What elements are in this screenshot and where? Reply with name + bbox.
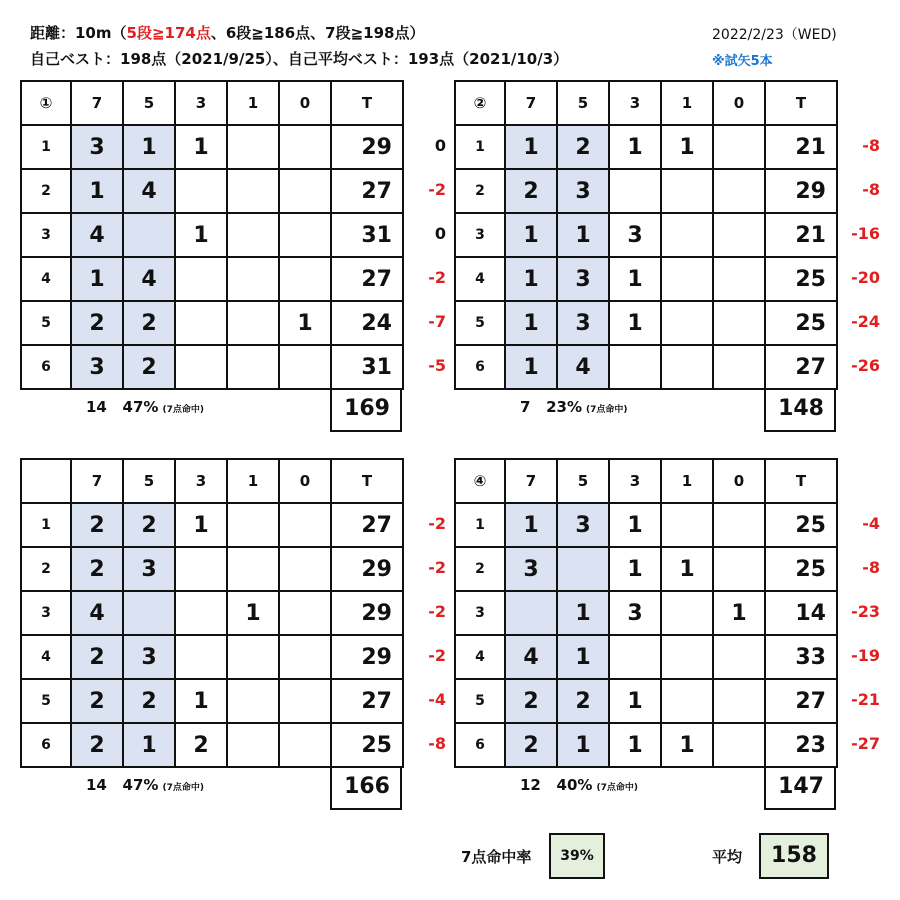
column-header-t: T [765, 459, 837, 503]
count-3: 1 [175, 213, 227, 257]
count-1: 1 [661, 723, 713, 767]
end-row [455, 679, 837, 723]
round-total: 169 [330, 388, 402, 432]
seven-hit-count: 14 [86, 398, 107, 416]
score-difference: -7 [428, 312, 446, 331]
count-7: 2 [505, 679, 557, 723]
count-5: 3 [123, 547, 175, 591]
rate-note: (7点命中) [586, 405, 628, 415]
end-number: 2 [455, 547, 505, 591]
count-5: 2 [123, 345, 175, 389]
end-total: 27 [765, 679, 837, 723]
seven-hit-count: 12 [520, 776, 541, 794]
column-header-5: 5 [123, 81, 175, 125]
count-3: 2 [175, 723, 227, 767]
count-7: 1 [505, 301, 557, 345]
count-5 [557, 547, 609, 591]
end-row [21, 301, 403, 345]
score-table [20, 80, 404, 390]
column-header-7: 7 [71, 81, 123, 125]
count-5: 2 [557, 125, 609, 169]
end-total: 25 [765, 301, 837, 345]
count-0 [279, 591, 331, 635]
count-7 [505, 591, 557, 635]
column-header-7: 7 [71, 459, 123, 503]
count-1 [661, 213, 713, 257]
count-0 [713, 257, 765, 301]
end-row [455, 503, 837, 547]
hit-rate-label: 7点命中率 [461, 848, 532, 866]
score-difference: -27 [851, 734, 880, 753]
count-0 [279, 635, 331, 679]
end-number: 2 [455, 169, 505, 213]
score-difference: -5 [428, 356, 446, 375]
score-difference: 0 [434, 224, 446, 243]
end-row [455, 213, 837, 257]
count-5: 1 [557, 723, 609, 767]
seven-hit-rate: 47% [122, 776, 159, 794]
end-row [455, 301, 837, 345]
count-1 [661, 301, 713, 345]
count-5: 4 [557, 345, 609, 389]
count-5: 1 [557, 591, 609, 635]
count-5: 3 [557, 503, 609, 547]
end-number: 6 [455, 345, 505, 389]
end-total: 25 [331, 723, 403, 767]
column-header-0: 0 [713, 81, 765, 125]
column-header-0: 0 [713, 459, 765, 503]
count-0 [279, 345, 331, 389]
end-row [21, 213, 403, 257]
score-difference: -8 [862, 558, 880, 577]
count-1: 1 [661, 125, 713, 169]
count-5: 1 [557, 213, 609, 257]
column-header-1: 1 [227, 81, 279, 125]
column-header-5: 5 [123, 459, 175, 503]
count-1 [661, 169, 713, 213]
end-row [21, 257, 403, 301]
count-7: 4 [71, 213, 123, 257]
end-total: 27 [765, 345, 837, 389]
end-number: 4 [21, 257, 71, 301]
end-row [21, 503, 403, 547]
end-number: 1 [21, 125, 71, 169]
count-0 [713, 723, 765, 767]
count-5: 3 [557, 169, 609, 213]
score-table [454, 458, 838, 768]
count-1 [661, 503, 713, 547]
count-7: 3 [505, 547, 557, 591]
end-row [455, 723, 837, 767]
count-1 [227, 635, 279, 679]
column-header-1: 1 [661, 81, 713, 125]
hit-rate-value: 39% [549, 833, 605, 879]
score-difference: -2 [428, 602, 446, 621]
end-number: 6 [21, 723, 71, 767]
count-5: 2 [123, 301, 175, 345]
score-difference: -23 [851, 602, 880, 621]
column-header-3: 3 [609, 81, 661, 125]
count-3: 1 [175, 503, 227, 547]
score-difference: -2 [428, 514, 446, 533]
score-difference: -16 [851, 224, 880, 243]
count-3: 3 [609, 213, 661, 257]
personal-best-line: 自己ベスト：198点（2021/9/25）、自己平均ベスト：193点（2021/10/3） [30, 50, 569, 68]
count-1 [227, 125, 279, 169]
end-number: 1 [21, 503, 71, 547]
end-number: 2 [21, 169, 71, 213]
end-number: 6 [455, 723, 505, 767]
count-7: 3 [71, 125, 123, 169]
column-header-5: 5 [557, 459, 609, 503]
count-5: 1 [557, 635, 609, 679]
end-total: 31 [331, 345, 403, 389]
column-header-7: 7 [505, 81, 557, 125]
count-0 [713, 503, 765, 547]
count-3: 1 [175, 679, 227, 723]
count-1: 1 [661, 547, 713, 591]
score-difference: -24 [851, 312, 880, 331]
score-difference: -8 [862, 136, 880, 155]
count-3: 1 [609, 301, 661, 345]
end-row [21, 723, 403, 767]
count-7: 2 [505, 169, 557, 213]
column-header-5: 5 [557, 81, 609, 125]
count-7: 1 [505, 345, 557, 389]
end-total: 23 [765, 723, 837, 767]
column-header-7: 7 [505, 459, 557, 503]
count-7: 2 [71, 635, 123, 679]
count-1 [227, 169, 279, 213]
session-date: 2022/2/23（WED) [712, 27, 837, 43]
column-header-0: 0 [279, 459, 331, 503]
end-total: 25 [765, 257, 837, 301]
count-5: 3 [557, 257, 609, 301]
end-number: 3 [455, 213, 505, 257]
distance-header [30, 22, 424, 43]
count-5: 3 [557, 301, 609, 345]
round-total: 147 [764, 766, 836, 810]
count-1 [661, 345, 713, 389]
end-row [455, 257, 837, 301]
count-7: 3 [71, 345, 123, 389]
score-difference: -26 [851, 356, 880, 375]
count-1 [227, 679, 279, 723]
round-total: 166 [330, 766, 402, 810]
score-difference: -2 [428, 558, 446, 577]
count-1 [661, 679, 713, 723]
count-5: 3 [123, 635, 175, 679]
count-7: 2 [71, 723, 123, 767]
count-7: 1 [505, 125, 557, 169]
count-1 [227, 503, 279, 547]
end-number: 2 [21, 547, 71, 591]
count-1 [661, 257, 713, 301]
column-header-t: T [765, 81, 837, 125]
count-3: 1 [609, 125, 661, 169]
count-7: 2 [71, 301, 123, 345]
average-label: 平均 [712, 848, 743, 866]
end-number: 4 [455, 257, 505, 301]
count-5: 4 [123, 169, 175, 213]
score-difference: -2 [428, 268, 446, 287]
count-1 [227, 345, 279, 389]
count-0 [713, 547, 765, 591]
score-difference: -19 [851, 646, 880, 665]
count-1 [227, 301, 279, 345]
rate-note: (7点命中) [596, 783, 638, 793]
count-0 [713, 125, 765, 169]
end-total: 33 [765, 635, 837, 679]
end-total: 21 [765, 125, 837, 169]
column-header-t: T [331, 459, 403, 503]
count-0 [713, 635, 765, 679]
score-difference: -2 [428, 646, 446, 665]
count-3: 1 [609, 723, 661, 767]
count-3: 3 [609, 591, 661, 635]
end-number: 5 [455, 679, 505, 723]
count-0 [713, 679, 765, 723]
end-total: 24 [331, 301, 403, 345]
count-1 [227, 547, 279, 591]
end-total: 14 [765, 591, 837, 635]
count-5: 1 [123, 723, 175, 767]
seven-hit-count: 14 [86, 776, 107, 794]
round-total: 148 [764, 388, 836, 432]
end-total: 29 [765, 169, 837, 213]
column-header-3: 3 [609, 459, 661, 503]
end-number: 5 [455, 301, 505, 345]
count-7: 1 [71, 257, 123, 301]
count-5: 2 [557, 679, 609, 723]
end-row [455, 547, 837, 591]
score-difference: -20 [851, 268, 880, 287]
score-difference: -4 [428, 690, 446, 709]
count-7: 2 [71, 547, 123, 591]
count-0 [713, 213, 765, 257]
count-5 [123, 213, 175, 257]
count-5 [123, 591, 175, 635]
score-table [20, 458, 404, 768]
end-number: 5 [21, 679, 71, 723]
end-row [455, 345, 837, 389]
seven-hit-rate: 40% [556, 776, 593, 794]
rate-note: (7点命中) [162, 405, 204, 415]
count-3: 1 [609, 257, 661, 301]
count-3 [609, 635, 661, 679]
end-row [455, 169, 837, 213]
count-3: 1 [609, 679, 661, 723]
end-total: 29 [331, 125, 403, 169]
count-0 [279, 169, 331, 213]
end-row [21, 125, 403, 169]
count-7: 2 [505, 723, 557, 767]
count-7: 4 [71, 591, 123, 635]
end-total: 25 [765, 503, 837, 547]
count-0 [279, 257, 331, 301]
round-label: ① [21, 81, 71, 125]
count-3 [175, 635, 227, 679]
end-number: 3 [21, 213, 71, 257]
score-difference: 0 [434, 136, 446, 155]
score-table [454, 80, 838, 390]
count-3: 1 [175, 125, 227, 169]
count-1 [227, 723, 279, 767]
count-3 [175, 345, 227, 389]
end-number: 3 [455, 591, 505, 635]
count-5: 2 [123, 503, 175, 547]
hit-summary [86, 776, 204, 794]
count-1 [227, 257, 279, 301]
trial-arrows-note: ※試矢5本 [712, 54, 773, 69]
rate-note: (7点命中) [162, 783, 204, 793]
end-total: 29 [331, 591, 403, 635]
count-3: 1 [609, 547, 661, 591]
count-0 [279, 213, 331, 257]
count-1 [661, 591, 713, 635]
end-row [455, 635, 837, 679]
score-difference: -8 [862, 180, 880, 199]
count-7: 1 [505, 213, 557, 257]
end-total: 27 [331, 169, 403, 213]
end-total: 25 [765, 547, 837, 591]
count-3 [175, 169, 227, 213]
count-7: 2 [71, 679, 123, 723]
count-0 [279, 723, 331, 767]
seven-hit-rate: 23% [546, 398, 583, 416]
column-header-t: T [331, 81, 403, 125]
count-3 [175, 301, 227, 345]
end-number: 4 [21, 635, 71, 679]
end-row [21, 547, 403, 591]
count-3 [175, 591, 227, 635]
count-0 [279, 503, 331, 547]
count-1: 1 [227, 591, 279, 635]
end-total: 29 [331, 635, 403, 679]
round-label: ② [455, 81, 505, 125]
count-0 [279, 125, 331, 169]
end-number: 1 [455, 503, 505, 547]
count-0 [279, 679, 331, 723]
count-3 [175, 257, 227, 301]
end-row [21, 591, 403, 635]
end-number: 1 [455, 125, 505, 169]
seven-hit-count: 7 [520, 398, 531, 416]
end-total: 31 [331, 213, 403, 257]
end-row [455, 591, 837, 635]
end-total: 29 [331, 547, 403, 591]
column-header-0: 0 [279, 81, 331, 125]
distance-label: 距離：10m（ [30, 24, 127, 42]
end-row [21, 345, 403, 389]
grade-thresholds: 、6段≧186点、7段≧198点） [210, 24, 425, 42]
end-total: 27 [331, 503, 403, 547]
count-0 [279, 547, 331, 591]
count-7: 4 [505, 635, 557, 679]
count-3 [609, 169, 661, 213]
column-header-3: 3 [175, 81, 227, 125]
end-row [21, 635, 403, 679]
count-3 [609, 345, 661, 389]
count-7: 1 [505, 257, 557, 301]
seven-hit-rate: 47% [122, 398, 159, 416]
count-1 [661, 635, 713, 679]
count-3: 1 [609, 503, 661, 547]
end-number: 5 [21, 301, 71, 345]
end-number: 6 [21, 345, 71, 389]
count-7: 2 [71, 503, 123, 547]
score-difference: -4 [862, 514, 880, 533]
column-header-1: 1 [661, 459, 713, 503]
hit-summary [520, 776, 638, 794]
end-row [21, 679, 403, 723]
count-5: 1 [123, 125, 175, 169]
score-difference: -2 [428, 180, 446, 199]
hit-summary [86, 398, 204, 416]
end-number: 3 [21, 591, 71, 635]
count-0 [713, 345, 765, 389]
count-0: 1 [279, 301, 331, 345]
round-label [21, 459, 71, 503]
end-row [455, 125, 837, 169]
round-label: ④ [455, 459, 505, 503]
count-0 [713, 169, 765, 213]
count-5: 4 [123, 257, 175, 301]
end-total: 27 [331, 679, 403, 723]
score-difference: -21 [851, 690, 880, 709]
score-difference: -8 [428, 734, 446, 753]
count-0 [713, 301, 765, 345]
column-header-1: 1 [227, 459, 279, 503]
count-3 [175, 547, 227, 591]
end-total: 21 [765, 213, 837, 257]
column-header-3: 3 [175, 459, 227, 503]
end-total: 27 [331, 257, 403, 301]
grade-5-threshold: 5段≧174点 [126, 24, 211, 42]
hit-summary [520, 398, 628, 416]
average-value: 158 [759, 833, 829, 879]
count-7: 1 [505, 503, 557, 547]
count-1 [227, 213, 279, 257]
count-5: 2 [123, 679, 175, 723]
count-7: 1 [71, 169, 123, 213]
end-row [21, 169, 403, 213]
count-0: 1 [713, 591, 765, 635]
end-number: 4 [455, 635, 505, 679]
